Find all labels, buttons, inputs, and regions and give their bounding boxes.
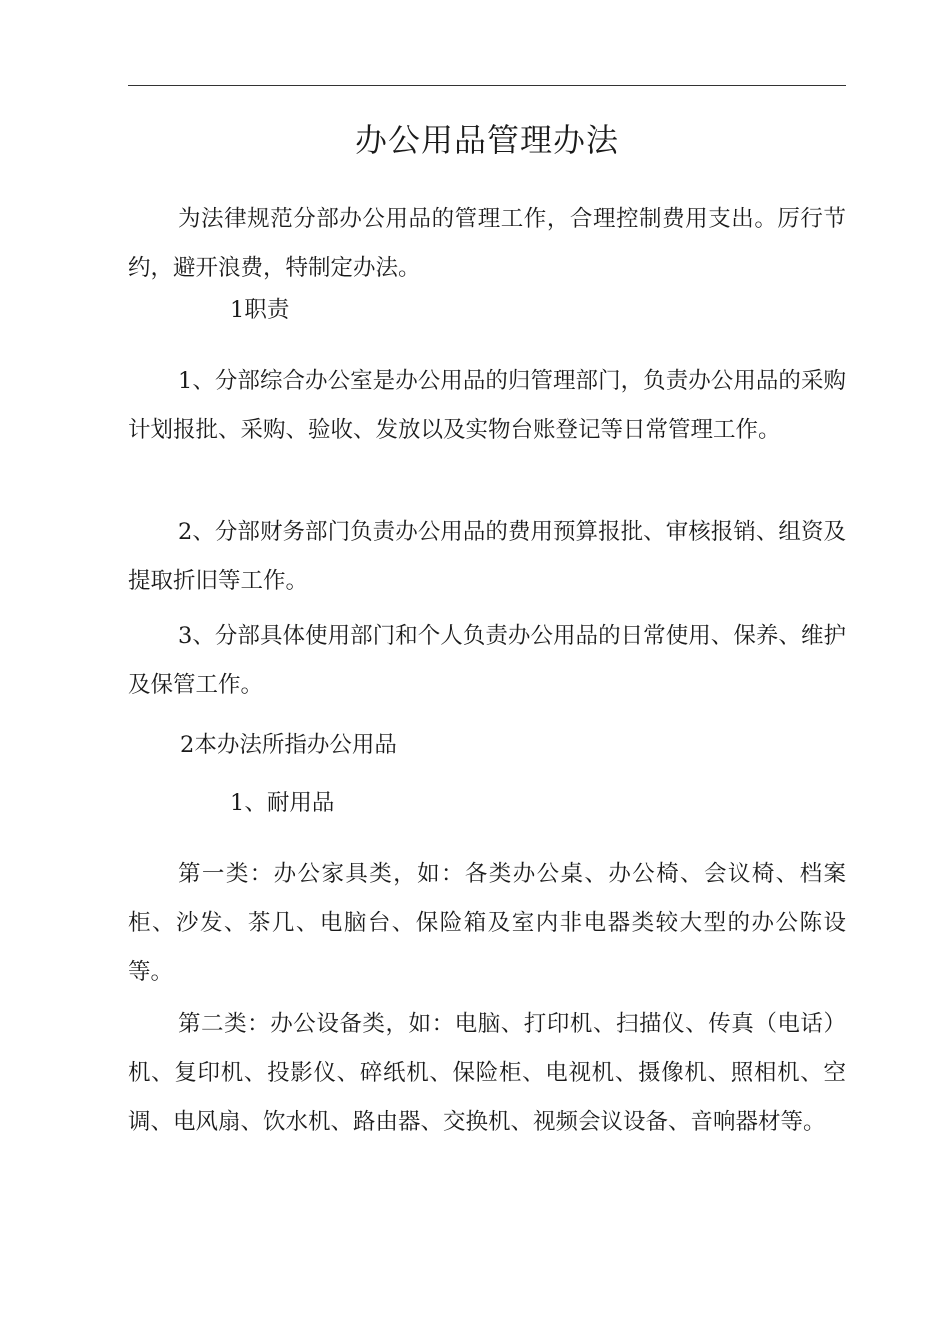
- section-2-item-1: 第一类：办公家具类，如：各类办公桌、办公椅、会议椅、档案柜、沙发、茶几、电脑台、保险箱及室内非电器类较大型的办公陈设等。: [128, 861, 846, 985]
- section-1-item-1: 1、分部综合办公室是办公用品的归管理部门，负责办公用品的采购计划报批、采购、验收、发放以及实物台账登记等日常管理工作。: [128, 368, 846, 443]
- header-rule: [128, 85, 846, 86]
- section-2-item-2: 第二类：办公设备类，如：电脑、打印机、扫描仪、传真（电话）机、复印机、投影仪、碎纸机、保险柜、电视机、摄像机、照相机、空调、电风扇、饮水机、路由器、交换机、视频会议设备、音响器材等。: [128, 1011, 846, 1135]
- section-2-heading: 2本办法所指办公用品: [180, 732, 397, 758]
- section-1-heading: 1职责: [230, 297, 290, 323]
- section-1-item-2: 2、分部财务部门负责办公用品的费用预算报批、审核报销、组资及提取折旧等工作。: [128, 519, 846, 594]
- document-title: 办公用品管理办法: [354, 121, 619, 159]
- intro-paragraph: 为法律规范分部办公用品的管理工作，合理控制费用支出。厉行节约，避开浪费，特制定办法。: [128, 206, 846, 281]
- section-2-subheading: 1、耐用品: [230, 790, 335, 816]
- section-1-item-3: 3、分部具体使用部门和个人负责办公用品的日常使用、保养、维护及保管工作。: [128, 623, 846, 698]
